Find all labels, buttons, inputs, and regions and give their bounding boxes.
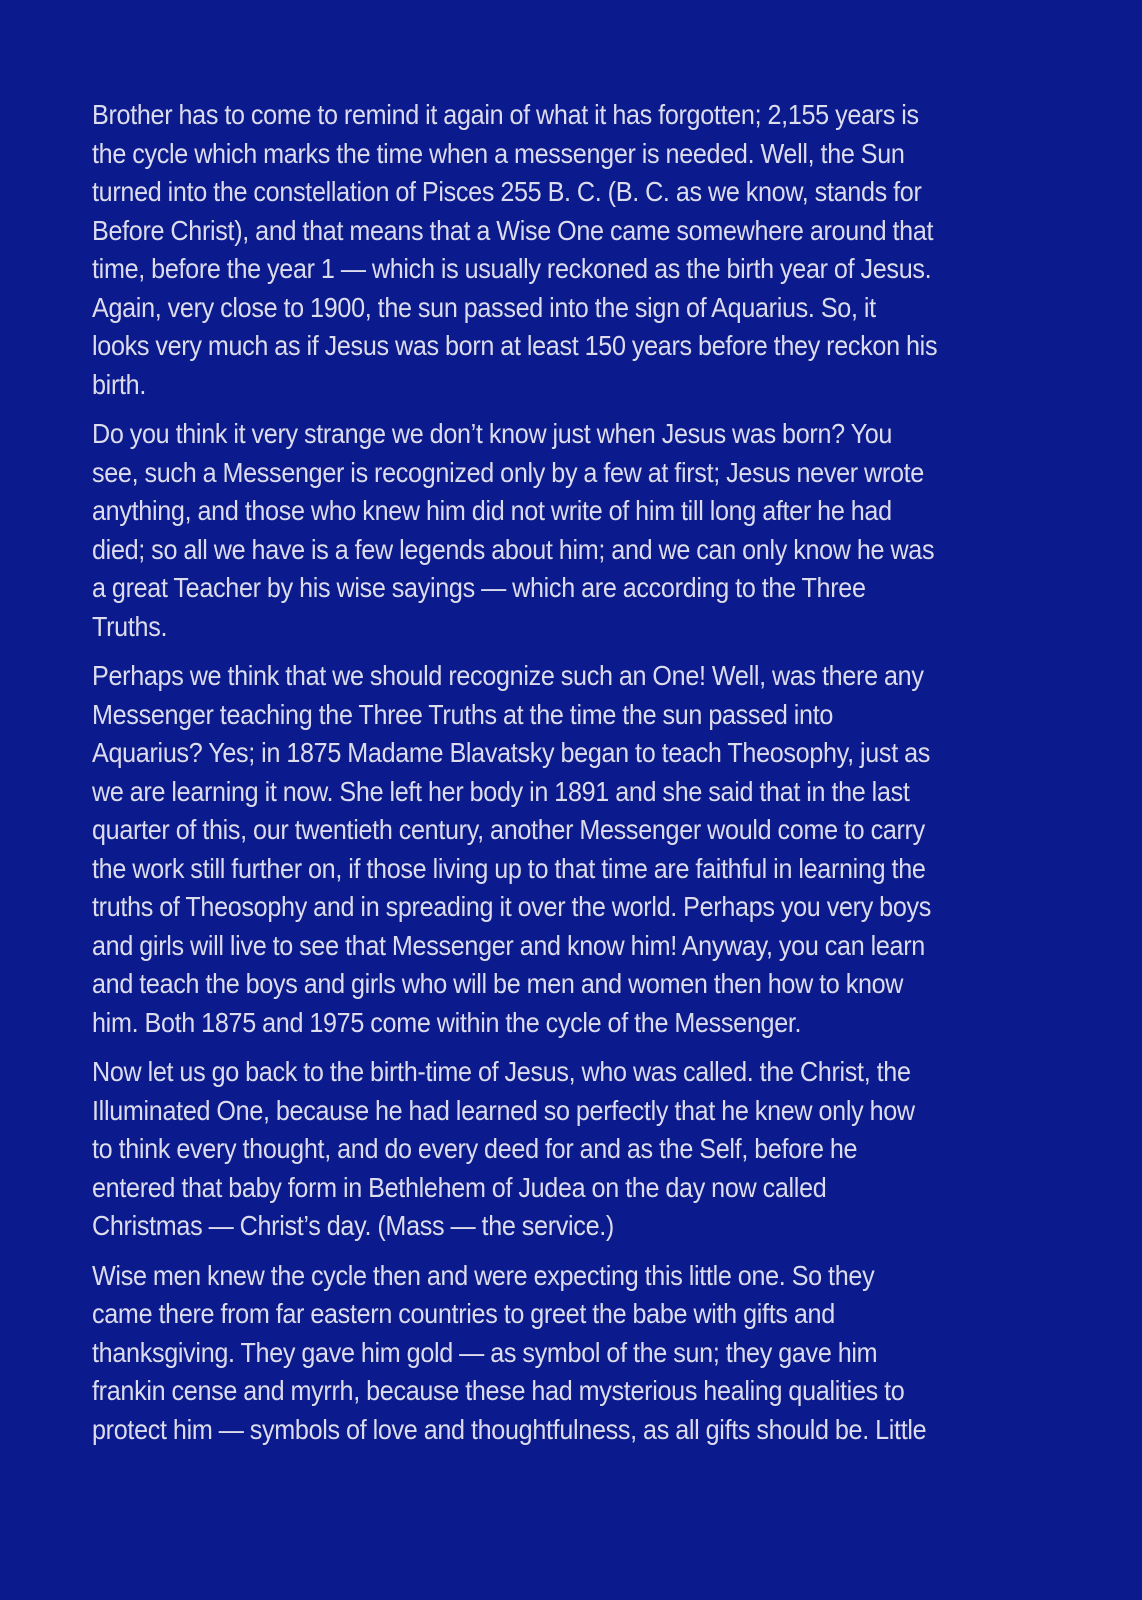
text-line: Illuminated One, because he had learned so perfectly that he knew only how [92, 1094, 915, 1126]
paragraph-3 [92, 657, 1064, 1042]
text-line: we are learning it now. She left her body in 1891 and she said that in the last [92, 775, 910, 807]
text-line: protect him — symbols of love and thoughtfulness, as all gifts should be. Little [92, 1413, 927, 1445]
text-line: Again, very close to 1900, the sun passed into the sign of Aquarius. So, it [92, 291, 876, 323]
text-line: time, before the year 1 — which is usually reckoned as the birth year of Jesus. [92, 253, 932, 284]
paragraph-4 [92, 1053, 1064, 1246]
text-line: anything, and those who knew him did not write of him till long after he had [92, 495, 892, 526]
paragraph-1 [92, 96, 1064, 404]
text-line: the cycle which marks the time when a messenger is needed. Well, the Sun [92, 137, 905, 169]
text-line: looks very much as if Jesus was born at least 150 years before they reckon his [92, 330, 938, 361]
text-line: truths of Theosophy and in spreading it over the world. Perhaps you very boys [92, 891, 932, 922]
text-line: Do you think it very strange we don’t know just when Jesus was born? You [92, 418, 893, 449]
text-line: came there from far eastern countries to greet the babe with gifts and [92, 1298, 835, 1329]
paragraph-2 [92, 415, 1064, 646]
text-line: quarter of this, our twentieth century, another Messenger would come to carry [92, 814, 925, 845]
text-line: him. Both 1875 and 1975 come within the cycle of the Messenger. [92, 1006, 802, 1038]
text-line: Christmas — Christ’s day. (Mass — the service.) [92, 1210, 614, 1241]
text-column [92, 96, 1064, 1449]
text-line: Aquarius? Yes; in 1875 Madame Blavatsky began to teach Theosophy, just as [92, 737, 931, 768]
text-line: see, such a Messenger is recognized only by a few at first; Jesus never wrote [92, 456, 924, 488]
text-line: died; so all we have is a few legends about him; and we can only know he was [92, 533, 935, 565]
text-line: Messenger teaching the Three Truths at the time the sun passed into [92, 698, 834, 730]
text-line: to think every thought, and do every deed for and as the Self, before he [92, 1133, 858, 1164]
text-line: the work still further on, if those living up to that time are faithful in learning the [92, 852, 926, 884]
text-line: turned into the constellation of Pisces 255 B. C. (B. C. as we know, stands for [92, 176, 922, 207]
text-line: Before Christ), and that means that a Wise One came somewhere around that [92, 214, 934, 246]
text-line: Truths. [92, 610, 168, 642]
text-line: frankin cense and myrrh, because these had mysterious healing qualities to [92, 1375, 905, 1406]
text-line: and girls will live to see that Messenger and know him! Anyway, you can learn [92, 929, 925, 961]
text-line: Brother has to come to remind it again of what it has forgotten; 2,155 years is [92, 99, 919, 130]
text-line: a great Teacher by his wise sayings — which are according to the Three [92, 572, 866, 603]
paragraph-5 [92, 1257, 1064, 1450]
text-line: entered that baby form in Bethlehem of Judea on the day now called [92, 1171, 827, 1203]
text-line: Perhaps we think that we should recognize such an One! Well, was there any [92, 660, 924, 691]
text-line: thanksgiving. They gave him gold — as symbol of the sun; they gave him [92, 1336, 878, 1368]
text-line: Now let us go back to the birth-time of Jesus, who was called. the Christ, the [92, 1056, 911, 1087]
text-line: Wise men knew the cycle then and were expecting this little one. So they [92, 1259, 875, 1291]
text-line: birth. [92, 368, 147, 400]
text-line: and teach the boys and girls who will be men and women then how to know [92, 968, 904, 999]
